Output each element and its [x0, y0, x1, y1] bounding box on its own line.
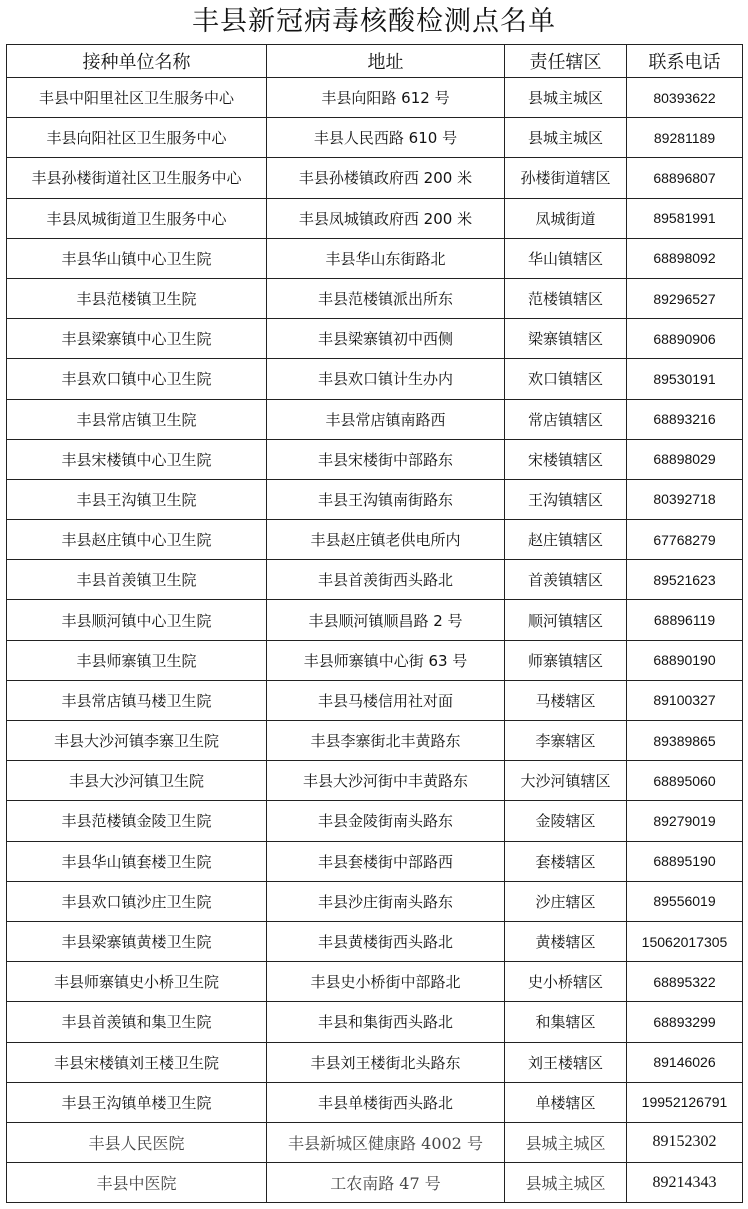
cell-unit-name: 丰县中医院	[7, 1163, 267, 1203]
cell-phone: 89279019	[627, 801, 743, 841]
cell-phone: 89581991	[627, 198, 743, 238]
cell-unit-name: 丰县师寨镇史小桥卫生院	[7, 962, 267, 1002]
testing-sites-table	[6, 44, 743, 1203]
header-jurisdiction: 责任辖区	[505, 45, 627, 78]
header-phone: 联系电话	[627, 45, 743, 78]
cell-address: 丰县孙楼镇政府西 200 米	[267, 158, 505, 198]
table-header-row	[7, 45, 743, 78]
cell-address: 工农南路 47 号	[267, 1163, 505, 1203]
table-row	[7, 238, 743, 278]
table-row	[7, 680, 743, 720]
cell-address: 丰县新城区健康路 4002 号	[267, 1122, 505, 1162]
cell-jurisdiction: 李寨辖区	[505, 721, 627, 761]
cell-unit-name: 丰县中阳里社区卫生服务中心	[7, 78, 267, 118]
cell-phone: 15062017305	[627, 921, 743, 961]
cell-unit-name: 丰县首羡镇和集卫生院	[7, 1002, 267, 1042]
table-row	[7, 78, 743, 118]
cell-phone: 89296527	[627, 278, 743, 318]
cell-address: 丰县顺河镇顺昌路 2 号	[267, 600, 505, 640]
cell-jurisdiction: 梁寨镇辖区	[505, 319, 627, 359]
cell-jurisdiction: 史小桥辖区	[505, 962, 627, 1002]
cell-address: 丰县史小桥街中部路北	[267, 962, 505, 1002]
cell-jurisdiction: 师寨镇辖区	[505, 640, 627, 680]
table-row	[7, 359, 743, 399]
cell-address: 丰县金陵街南头路东	[267, 801, 505, 841]
cell-unit-name: 丰县华山镇中心卫生院	[7, 238, 267, 278]
cell-unit-name: 丰县宋楼镇刘王楼卫生院	[7, 1042, 267, 1082]
table-row	[7, 921, 743, 961]
cell-address: 丰县大沙河街中丰黄路东	[267, 761, 505, 801]
cell-unit-name: 丰县向阳社区卫生服务中心	[7, 118, 267, 158]
cell-unit-name: 丰县欢口镇沙庄卫生院	[7, 881, 267, 921]
cell-address: 丰县赵庄镇老供电所内	[267, 520, 505, 560]
cell-phone: 80393622	[627, 78, 743, 118]
cell-phone: 89100327	[627, 680, 743, 720]
cell-address: 丰县沙庄街南头路东	[267, 881, 505, 921]
cell-jurisdiction: 常店镇辖区	[505, 399, 627, 439]
cell-address: 丰县刘王楼街北头路东	[267, 1042, 505, 1082]
cell-phone: 68898029	[627, 439, 743, 479]
cell-jurisdiction: 孙楼街道辖区	[505, 158, 627, 198]
table-row	[7, 439, 743, 479]
cell-phone: 89556019	[627, 881, 743, 921]
cell-address: 丰县宋楼街中部路东	[267, 439, 505, 479]
cell-unit-name: 丰县人民医院	[7, 1122, 267, 1162]
cell-phone: 89152302	[627, 1122, 743, 1162]
cell-unit-name: 丰县赵庄镇中心卫生院	[7, 520, 267, 560]
cell-jurisdiction: 顺河镇辖区	[505, 600, 627, 640]
cell-jurisdiction: 县城主城区	[505, 1122, 627, 1162]
cell-phone: 89146026	[627, 1042, 743, 1082]
table-row	[7, 1042, 743, 1082]
cell-unit-name: 丰县王沟镇卫生院	[7, 479, 267, 519]
cell-unit-name: 丰县孙楼街道社区卫生服务中心	[7, 158, 267, 198]
cell-address: 丰县单楼街西头路北	[267, 1082, 505, 1122]
cell-address: 丰县王沟镇南街路东	[267, 479, 505, 519]
header-unit-name: 接种单位名称	[7, 45, 267, 78]
cell-address: 丰县人民西路 610 号	[267, 118, 505, 158]
cell-phone: 68895322	[627, 962, 743, 1002]
cell-address: 丰县和集街西头路北	[267, 1002, 505, 1042]
cell-unit-name: 丰县欢口镇中心卫生院	[7, 359, 267, 399]
cell-unit-name: 丰县华山镇套楼卫生院	[7, 841, 267, 881]
table-row	[7, 118, 743, 158]
cell-address: 丰县向阳路 612 号	[267, 78, 505, 118]
cell-unit-name: 丰县宋楼镇中心卫生院	[7, 439, 267, 479]
cell-phone: 89530191	[627, 359, 743, 399]
cell-jurisdiction: 凤城街道	[505, 198, 627, 238]
cell-address: 丰县梁寨镇初中西侧	[267, 319, 505, 359]
cell-jurisdiction: 沙庄辖区	[505, 881, 627, 921]
cell-unit-name: 丰县常店镇马楼卫生院	[7, 680, 267, 720]
cell-jurisdiction: 欢口镇辖区	[505, 359, 627, 399]
cell-unit-name: 丰县大沙河镇李寨卫生院	[7, 721, 267, 761]
cell-phone: 68890190	[627, 640, 743, 680]
cell-jurisdiction: 单楼辖区	[505, 1082, 627, 1122]
table-row	[7, 1082, 743, 1122]
cell-jurisdiction: 王沟镇辖区	[505, 479, 627, 519]
cell-phone: 68898092	[627, 238, 743, 278]
cell-jurisdiction: 县城主城区	[505, 78, 627, 118]
cell-unit-name: 丰县凤城街道卫生服务中心	[7, 198, 267, 238]
cell-unit-name: 丰县顺河镇中心卫生院	[7, 600, 267, 640]
cell-phone: 89521623	[627, 560, 743, 600]
cell-phone: 19952126791	[627, 1082, 743, 1122]
cell-phone: 68896119	[627, 600, 743, 640]
table-row	[7, 761, 743, 801]
cell-address: 丰县凤城镇政府西 200 米	[267, 198, 505, 238]
table-row	[7, 399, 743, 439]
cell-jurisdiction: 范楼镇辖区	[505, 278, 627, 318]
cell-unit-name: 丰县梁寨镇中心卫生院	[7, 319, 267, 359]
cell-unit-name: 丰县师寨镇卫生院	[7, 640, 267, 680]
table-row	[7, 198, 743, 238]
cell-jurisdiction: 刘王楼辖区	[505, 1042, 627, 1082]
cell-address: 丰县华山东街路北	[267, 238, 505, 278]
cell-unit-name: 丰县大沙河镇卫生院	[7, 761, 267, 801]
page-title: 丰县新冠病毒核酸检测点名单	[192, 6, 556, 37]
header-address: 地址	[267, 45, 505, 78]
cell-phone: 89281189	[627, 118, 743, 158]
cell-address: 丰县黄楼街西头路北	[267, 921, 505, 961]
table-row	[7, 560, 743, 600]
table-row	[7, 801, 743, 841]
cell-address: 丰县李寨街北丰黄路东	[267, 721, 505, 761]
cell-unit-name: 丰县梁寨镇黄楼卫生院	[7, 921, 267, 961]
cell-phone: 68890906	[627, 319, 743, 359]
cell-jurisdiction: 宋楼镇辖区	[505, 439, 627, 479]
cell-unit-name: 丰县范楼镇卫生院	[7, 278, 267, 318]
cell-address: 丰县师寨镇中心街 63 号	[267, 640, 505, 680]
cell-unit-name: 丰县首羡镇卫生院	[7, 560, 267, 600]
cell-phone: 89214343	[627, 1163, 743, 1203]
cell-unit-name: 丰县常店镇卫生院	[7, 399, 267, 439]
table-row	[7, 1163, 743, 1203]
cell-jurisdiction: 金陵辖区	[505, 801, 627, 841]
table-row	[7, 962, 743, 1002]
cell-jurisdiction: 和集辖区	[505, 1002, 627, 1042]
cell-address: 丰县首羡街西头路北	[267, 560, 505, 600]
cell-address: 丰县常店镇南路西	[267, 399, 505, 439]
table-row	[7, 841, 743, 881]
table-row	[7, 479, 743, 519]
cell-jurisdiction: 大沙河镇辖区	[505, 761, 627, 801]
cell-phone: 89389865	[627, 721, 743, 761]
table-row	[7, 520, 743, 560]
cell-address: 丰县马楼信用社对面	[267, 680, 505, 720]
table-row	[7, 1122, 743, 1162]
cell-phone: 68895190	[627, 841, 743, 881]
cell-phone: 68896807	[627, 158, 743, 198]
table-row	[7, 158, 743, 198]
table-row	[7, 721, 743, 761]
cell-jurisdiction: 县城主城区	[505, 1163, 627, 1203]
cell-phone: 68893299	[627, 1002, 743, 1042]
table-row	[7, 640, 743, 680]
cell-jurisdiction: 华山镇辖区	[505, 238, 627, 278]
table-row	[7, 600, 743, 640]
table-body	[7, 78, 743, 1203]
cell-phone: 68895060	[627, 761, 743, 801]
cell-address: 丰县欢口镇计生办内	[267, 359, 505, 399]
cell-jurisdiction: 黄楼辖区	[505, 921, 627, 961]
cell-jurisdiction: 首羡镇辖区	[505, 560, 627, 600]
cell-phone: 67768279	[627, 520, 743, 560]
cell-unit-name: 丰县范楼镇金陵卫生院	[7, 801, 267, 841]
cell-address: 丰县范楼镇派出所东	[267, 278, 505, 318]
cell-jurisdiction: 套楼辖区	[505, 841, 627, 881]
table-row	[7, 278, 743, 318]
cell-jurisdiction: 县城主城区	[505, 118, 627, 158]
cell-phone: 80392718	[627, 479, 743, 519]
cell-jurisdiction: 赵庄镇辖区	[505, 520, 627, 560]
cell-address: 丰县套楼街中部路西	[267, 841, 505, 881]
cell-unit-name: 丰县王沟镇单楼卫生院	[7, 1082, 267, 1122]
cell-phone: 68893216	[627, 399, 743, 439]
cell-jurisdiction: 马楼辖区	[505, 680, 627, 720]
table-row	[7, 319, 743, 359]
table-row	[7, 1002, 743, 1042]
table-row	[7, 881, 743, 921]
